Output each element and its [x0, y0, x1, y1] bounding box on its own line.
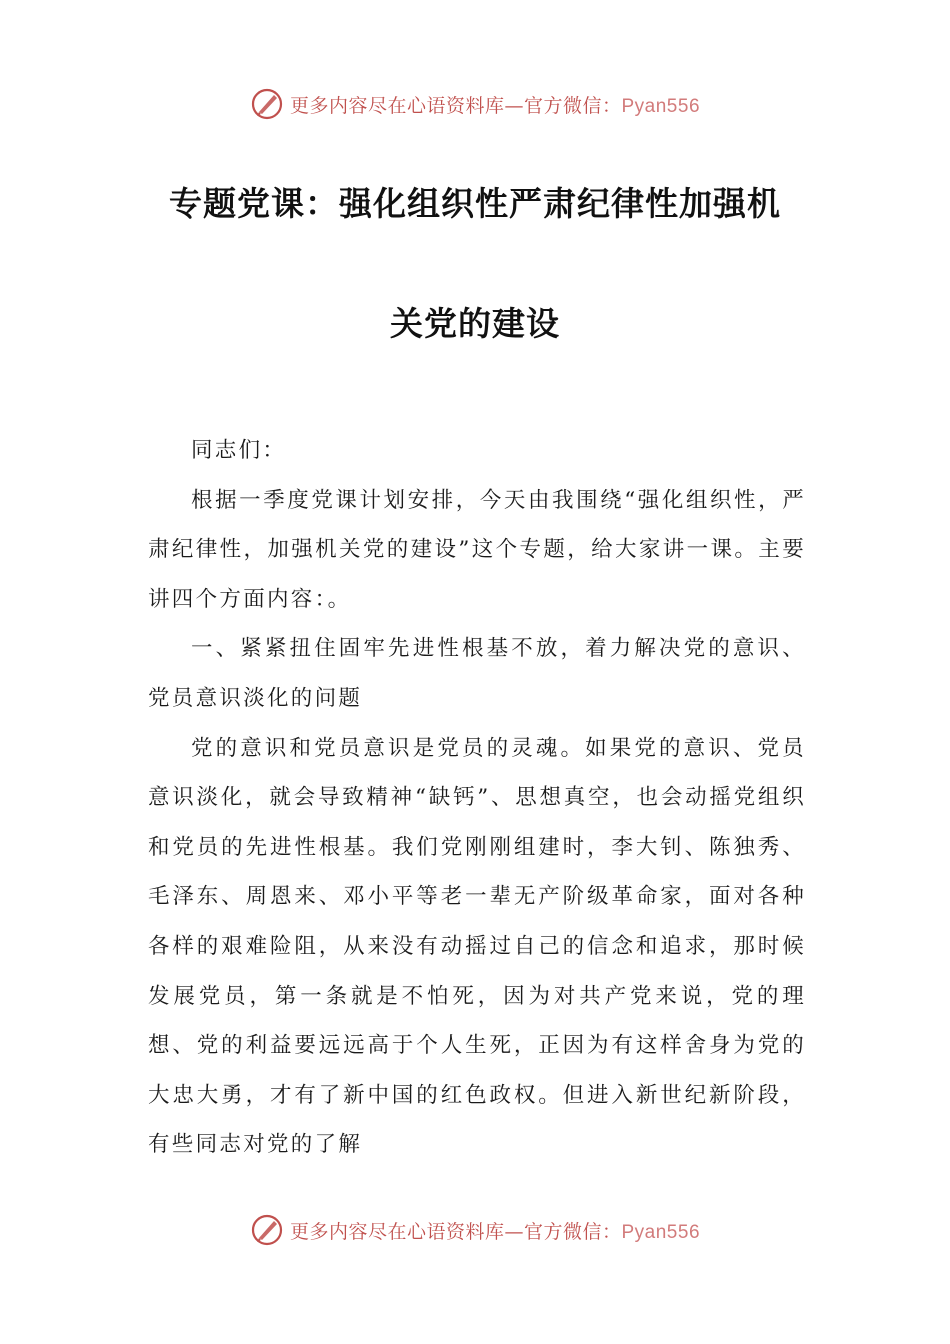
document-title-line-2: 关党的建设: [390, 304, 560, 343]
watermark-banner-bottom: [0, 1210, 950, 1250]
document-title-line-1: 专题党课：强化组织性严肃纪律性加强机: [169, 184, 781, 223]
intro-paragraph: 根据一季度党课计划安排，今天由我围绕“强化组织性，严肃纪律性，加强机关党的建设”这个专题，给大家讲一课。主要讲四个方面内容：。: [148, 487, 806, 612]
document-body: [148, 426, 806, 1170]
section-heading-1: 一、紧紧扭住固牢先进性根基不放，着力解决党的意识、党员意识淡化的问题: [148, 636, 806, 711]
body-paragraph: 党的意识和党员意识是党员的灵魂。如果党的意识、党员意识淡化，就会导致精神“缺钙”、思想真空，也会动摇党组织和党员的先进性根基。我们党刚刚组建时，李大钊、陈独秀、毛泽东、周恩来、邓小平等老一辈无产阶级革命家，面对各种各样的艰难险阻，从来没有动摇过自己的信念和追求，那时候发展党员，第一条就是不怕死，因为对共产党来说，党的理想、党的利益要远远高于个人生死，正因为有这样舍身为党的大忠大勇，才有了新中国的红色政权。但进入新世纪新阶段，有些同志对党的了解: [148, 735, 806, 1158]
watermark-text: 更多内容尽在心语资料库—官方微信：Pyan556: [289, 1220, 701, 1243]
quill-pen-logo-icon: [250, 87, 284, 121]
quill-pen-logo-icon: [250, 1213, 284, 1247]
watermark-text: 更多内容尽在心语资料库—官方微信：Pyan556: [289, 94, 701, 117]
watermark-banner-top: [0, 84, 950, 124]
salutation-paragraph: 同志们：: [191, 438, 287, 463]
